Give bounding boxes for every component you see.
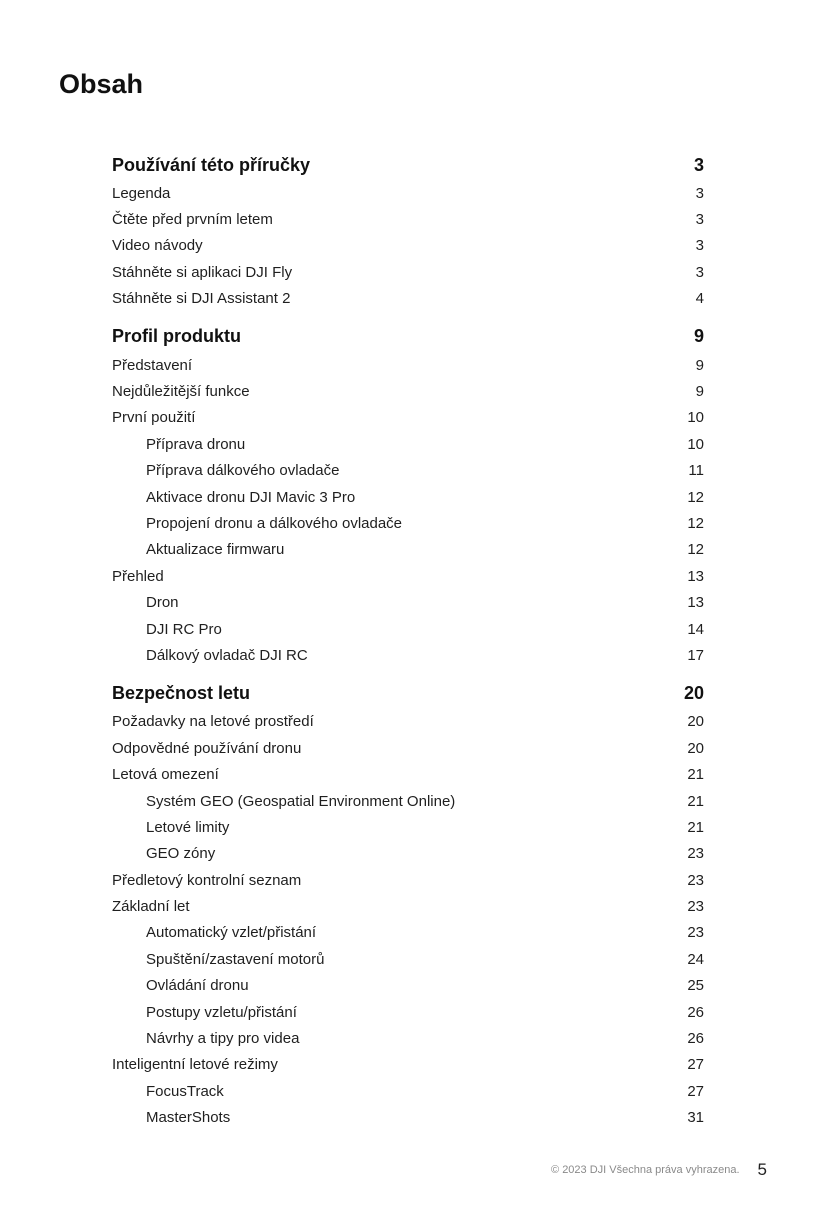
entry-page-number: 13 [687, 567, 704, 585]
entry-page-number: 13 [687, 594, 704, 612]
toc-entry[interactable] [112, 286, 704, 312]
toc-subentry[interactable] [112, 510, 704, 536]
entry-label: Návrhy a tipy pro videa [146, 1030, 300, 1048]
entry-label: Ovládání dronu [146, 977, 249, 995]
entry-label: Inteligentní letové režimy [112, 1056, 278, 1074]
entry-page-number: 24 [687, 950, 704, 968]
entry-page-number: 27 [687, 1056, 704, 1074]
toc-entry[interactable] [112, 259, 704, 285]
toc-subentry[interactable] [112, 431, 704, 457]
table-of-contents [112, 150, 704, 1131]
entry-label: Aktualizace firmwaru [146, 541, 285, 559]
toc-entry[interactable] [112, 206, 704, 232]
entry-page-number: 31 [687, 1109, 704, 1127]
section-title: Bezpečnost letu [112, 683, 251, 704]
entry-page-number: 20 [687, 713, 704, 731]
toc-section-heading[interactable] [112, 679, 704, 709]
section-page-number: 20 [683, 683, 704, 704]
toc-subentry[interactable] [112, 1025, 704, 1051]
entry-label: Dron [146, 594, 179, 612]
section-page-number: 9 [693, 326, 704, 347]
entry-page-number: 26 [687, 1030, 704, 1048]
toc-subentry[interactable] [112, 458, 704, 484]
toc-entry[interactable] [112, 709, 704, 735]
entry-page-number: 11 [688, 462, 704, 480]
entry-label: Video návody [112, 237, 203, 255]
entry-label: MasterShots [146, 1109, 231, 1127]
entry-page-number: 3 [695, 211, 704, 229]
entry-page-number: 23 [687, 898, 704, 916]
entry-label: Příprava dálkového ovladače [146, 462, 340, 480]
entry-page-number: 26 [687, 1003, 704, 1021]
entry-page-number: 3 [695, 184, 704, 202]
entry-label: GEO zóny [146, 845, 216, 863]
entry-page-number: 3 [695, 237, 704, 255]
toc-entry[interactable] [112, 233, 704, 259]
toc-subentry[interactable] [112, 1105, 704, 1131]
toc-subentry[interactable] [112, 841, 704, 867]
toc-subentry[interactable] [112, 642, 704, 668]
toc-entry[interactable] [112, 1052, 704, 1078]
toc-subentry[interactable] [112, 999, 704, 1025]
entry-page-number: 23 [687, 924, 704, 942]
toc-subentry[interactable] [112, 814, 704, 840]
toc-entry[interactable] [112, 352, 704, 378]
toc-subentry[interactable] [112, 484, 704, 510]
entry-label: Aktivace dronu DJI Mavic 3 Pro [146, 488, 356, 506]
section-title: Používání této příručky [112, 154, 311, 175]
entry-label: Letové limity [146, 818, 230, 836]
entry-page-number: 23 [687, 871, 704, 889]
entry-label: Propojení dronu a dálkového ovladače [146, 514, 403, 532]
entry-label: FocusTrack [146, 1082, 224, 1100]
toc-section [112, 322, 704, 669]
page-footer [551, 1160, 767, 1180]
page-number: 5 [757, 1160, 767, 1179]
toc-subentry[interactable] [112, 1078, 704, 1104]
toc-subentry[interactable] [112, 788, 704, 814]
entry-page-number: 23 [687, 845, 704, 863]
toc-subentry[interactable] [112, 537, 704, 563]
toc-entry[interactable] [112, 867, 704, 893]
toc-subentry[interactable] [112, 946, 704, 972]
entry-page-number: 21 [687, 818, 704, 836]
entry-label: Předletový kontrolní seznam [112, 871, 302, 889]
entry-label: Čtěte před prvním letem [112, 211, 273, 229]
toc-section [112, 679, 704, 1131]
toc-subentry[interactable] [112, 616, 704, 642]
copyright-notice: © 2023 DJI Všechna práva vyhrazena. [551, 1164, 740, 1176]
entry-page-number: 10 [687, 409, 704, 427]
entry-label: Legenda [112, 184, 171, 202]
entry-label: První použití [112, 409, 196, 427]
entry-label: Požadavky na letové prostředí [112, 713, 314, 731]
toc-entry[interactable] [112, 761, 704, 787]
entry-label: Stáhněte si aplikaci DJI Fly [112, 263, 293, 281]
entry-page-number: 10 [687, 435, 704, 453]
entry-label: Příprava dronu [146, 435, 246, 453]
toc-entry[interactable] [112, 893, 704, 919]
entry-label: Stáhněte si DJI Assistant 2 [112, 290, 291, 308]
entry-label: Představení [112, 356, 193, 374]
entry-page-number: 4 [695, 290, 704, 308]
page-title: Obsah [59, 69, 144, 99]
entry-label: Spuštění/zastavení motorů [146, 950, 325, 968]
toc-subentry[interactable] [112, 973, 704, 999]
section-title: Profil produktu [112, 326, 241, 347]
toc-section [112, 150, 704, 312]
entry-page-number: 27 [687, 1082, 704, 1100]
toc-entry[interactable] [112, 563, 704, 589]
entry-page-number: 3 [695, 263, 704, 281]
toc-entry[interactable] [112, 405, 704, 431]
toc-entry[interactable] [112, 735, 704, 761]
entry-label: Odpovědné používání dronu [112, 739, 302, 757]
entry-page-number: 21 [687, 792, 704, 810]
entry-label: Dálkový ovladač DJI RC [146, 646, 308, 664]
section-page-number: 3 [693, 154, 704, 175]
toc-section-heading[interactable] [112, 322, 704, 352]
entry-label: DJI RC Pro [146, 620, 222, 638]
entry-label: Základní let [112, 898, 190, 916]
entry-label: Přehled [112, 567, 164, 585]
entry-page-number: 9 [695, 383, 704, 401]
entry-label: Systém GEO (Geospatial Environment Online) [146, 792, 456, 810]
toc-subentry[interactable] [112, 589, 704, 615]
entry-page-number: 25 [687, 977, 704, 995]
entry-page-number: 21 [687, 766, 704, 784]
entry-label: Postupy vzletu/přistání [146, 1003, 297, 1021]
entry-page-number: 9 [695, 356, 704, 374]
toc-entry[interactable] [112, 378, 704, 404]
entry-page-number: 20 [687, 739, 704, 757]
entry-page-number: 14 [687, 620, 704, 638]
entry-label: Letová omezení [112, 766, 219, 784]
entry-page-number: 12 [687, 541, 704, 559]
entry-page-number: 12 [687, 514, 704, 532]
entry-page-number: 17 [687, 646, 704, 664]
entry-label: Automatický vzlet/přistání [146, 924, 317, 942]
entry-page-number: 12 [687, 488, 704, 506]
toc-subentry[interactable] [112, 920, 704, 946]
toc-section-heading[interactable] [112, 150, 704, 180]
toc-entry[interactable] [112, 180, 704, 206]
entry-label: Nejdůležitější funkce [112, 383, 250, 401]
